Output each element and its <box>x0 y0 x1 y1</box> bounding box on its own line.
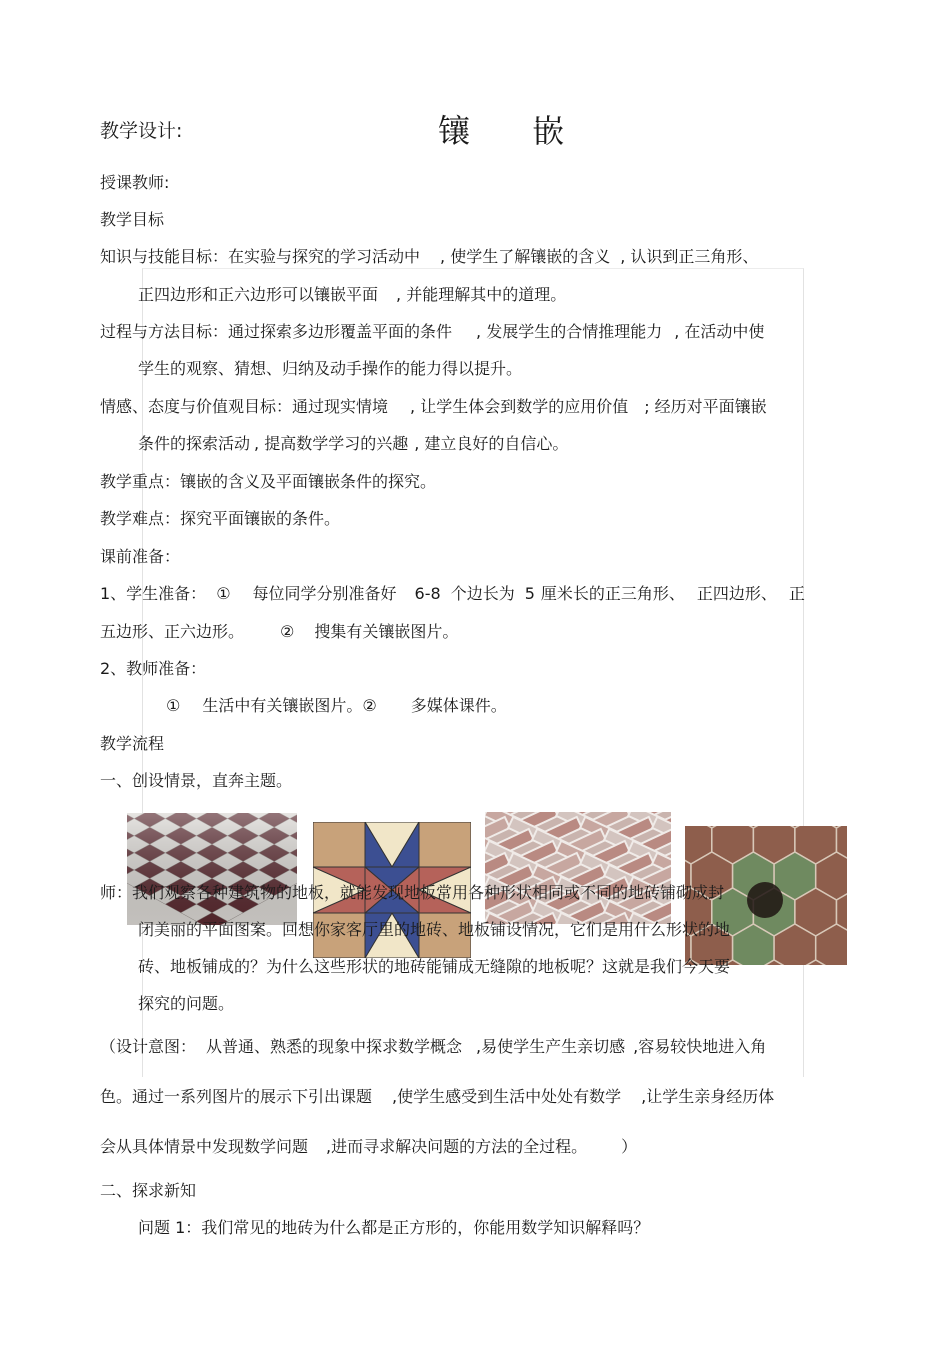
intent-line2 <box>100 1086 774 1108</box>
process-1c: , 在活动中使 <box>674 322 765 341</box>
emotion-2c: , 建立良好的自信心。 <box>414 434 569 453</box>
teacher-talk-line2: 闭美丽的平面图案。回想你家客厅里的地砖、地板铺设情况，它们是用什么形状的地 <box>138 920 731 939</box>
goals-heading: 教学目标 <box>100 210 165 229</box>
teacher-2c: 多媒体课件。 <box>410 696 507 715</box>
process-1b: , 发展学生的合情推理能力 <box>476 322 663 341</box>
difficulty: 教学难点：探究平面镶嵌的条件。 <box>100 509 341 528</box>
intent-line1 <box>100 1036 766 1058</box>
checkerboard-floor-photo <box>127 813 297 925</box>
knowledge-goal-line1 <box>100 246 758 268</box>
process-1a: 过程与方法目标：通过探索多边形覆盖平面的条件 <box>100 322 453 341</box>
intent-line3 <box>100 1136 637 1158</box>
herringbone-brick-svg <box>485 812 671 924</box>
intent-1b: 从普通、熟悉的现象中探求数学概念 <box>206 1037 463 1056</box>
teacher-2a: ① <box>166 696 181 715</box>
student-prep-line1 <box>100 583 805 605</box>
teacher-prep-1: 2、教师准备： <box>100 659 207 678</box>
intent-2a: 色。通过一系列图片的展示下引出课题 <box>100 1087 373 1106</box>
teacher-talk-line4: 探究的问题。 <box>138 994 235 1013</box>
emotion-2b: , 提高数学学习的兴趣 <box>254 434 409 453</box>
student-1e: 个边长为 <box>450 584 515 603</box>
knowledge-2a: 正四边形和正六边形可以镶嵌平面 <box>138 285 379 304</box>
teacher-2b: 生活中有关镶嵌图片。② <box>202 696 377 715</box>
student-1h: 正四边形、 <box>696 584 777 603</box>
knowledge-1c: , 认识到正三角形、 <box>620 247 759 266</box>
student-1i: 正 <box>788 584 805 603</box>
page-title: 镶 嵌 <box>438 112 591 150</box>
intent-3b: ,进而寻求解决问题的方法的全过程。 <box>326 1137 588 1156</box>
student-1a: 1、学生准备： <box>100 584 207 603</box>
student-1f: 5 <box>524 584 535 603</box>
student-1g: 厘米长的正三角形、 <box>540 584 685 603</box>
emotion-goal-line2 <box>138 433 568 455</box>
emotion-1b: , 让学生体会到数学的应用价值 <box>410 397 629 416</box>
flow-heading: 教学流程 <box>100 734 165 753</box>
student-1d: 6-8 <box>414 584 441 603</box>
student-prep-line2 <box>100 621 458 643</box>
emotion-goal-line1 <box>100 396 767 418</box>
intent-1a: （设计意图： <box>100 1037 197 1056</box>
checkerboard-floor-svg <box>127 813 297 925</box>
key-point: 教学重点：镶嵌的含义及平面镶嵌条件的探究。 <box>100 472 437 491</box>
section-2-heading: 二、探求新知 <box>100 1181 197 1200</box>
intent-1c: ,易使学生产生亲切感 <box>476 1037 626 1056</box>
knowledge-goal-line2 <box>138 284 566 306</box>
prep-heading: 课前准备： <box>100 547 181 566</box>
intent-1d: ,容易较快地进入角 <box>633 1037 767 1056</box>
emotion-1c: ; 经历对平面镶嵌 <box>644 397 767 416</box>
student-2b: ② <box>280 622 295 641</box>
teacher-talk-line3: 砖、地板铺成的？为什么这些形状的地砖能铺成无缝隙的地板呢？这就是我们今天要 <box>138 957 731 976</box>
emotion-1a: 情感、态度与价值观目标：通过现实情境 <box>100 397 389 416</box>
process-2: 学生的观察、猜想、归纳及动手操作的能力得以提升。 <box>138 359 523 378</box>
teacher-talk-line1: 师：我们观察各种建筑物的地板，就能发现地板常用各种形状相同或不同的地砖铺砌成封 <box>100 883 725 902</box>
emotion-2a: 条件的探索活动 <box>138 434 251 453</box>
process-goal-line1 <box>100 321 764 343</box>
knowledge-1b: , 使学生了解镶嵌的含义 <box>440 247 611 266</box>
student-2a: 五边形、正六边形。 <box>100 622 245 641</box>
question-1: 问题 1：我们常见的地砖为什么都是正方形的，你能用数学知识解释吗？ <box>138 1218 650 1237</box>
teacher-prep-line2 <box>166 695 507 717</box>
intent-2c: ,让学生亲身经历体 <box>641 1087 775 1106</box>
student-1c: 每位同学分别准备好 <box>252 584 397 603</box>
intent-2b: ,使学生感受到生活中处处有数学 <box>392 1087 622 1106</box>
knowledge-2b: , 并能理解其中的道理。 <box>396 285 567 304</box>
section-1-heading: 一、创设情景，直奔主题。 <box>100 771 293 790</box>
teacher-label: 授课教师: <box>100 173 170 192</box>
intent-3c: ） <box>621 1137 638 1156</box>
intent-3a: 会从具体情景中发现数学问题 <box>100 1137 309 1156</box>
student-2c: 搜集有关镶嵌图片。 <box>314 622 459 641</box>
header-label: 教学设计: <box>100 120 183 142</box>
knowledge-1a: 知识与技能目标：在实验与探究的学习活动中 <box>100 247 421 266</box>
herringbone-brick-photo <box>485 812 671 924</box>
student-1b: ① <box>216 584 231 603</box>
